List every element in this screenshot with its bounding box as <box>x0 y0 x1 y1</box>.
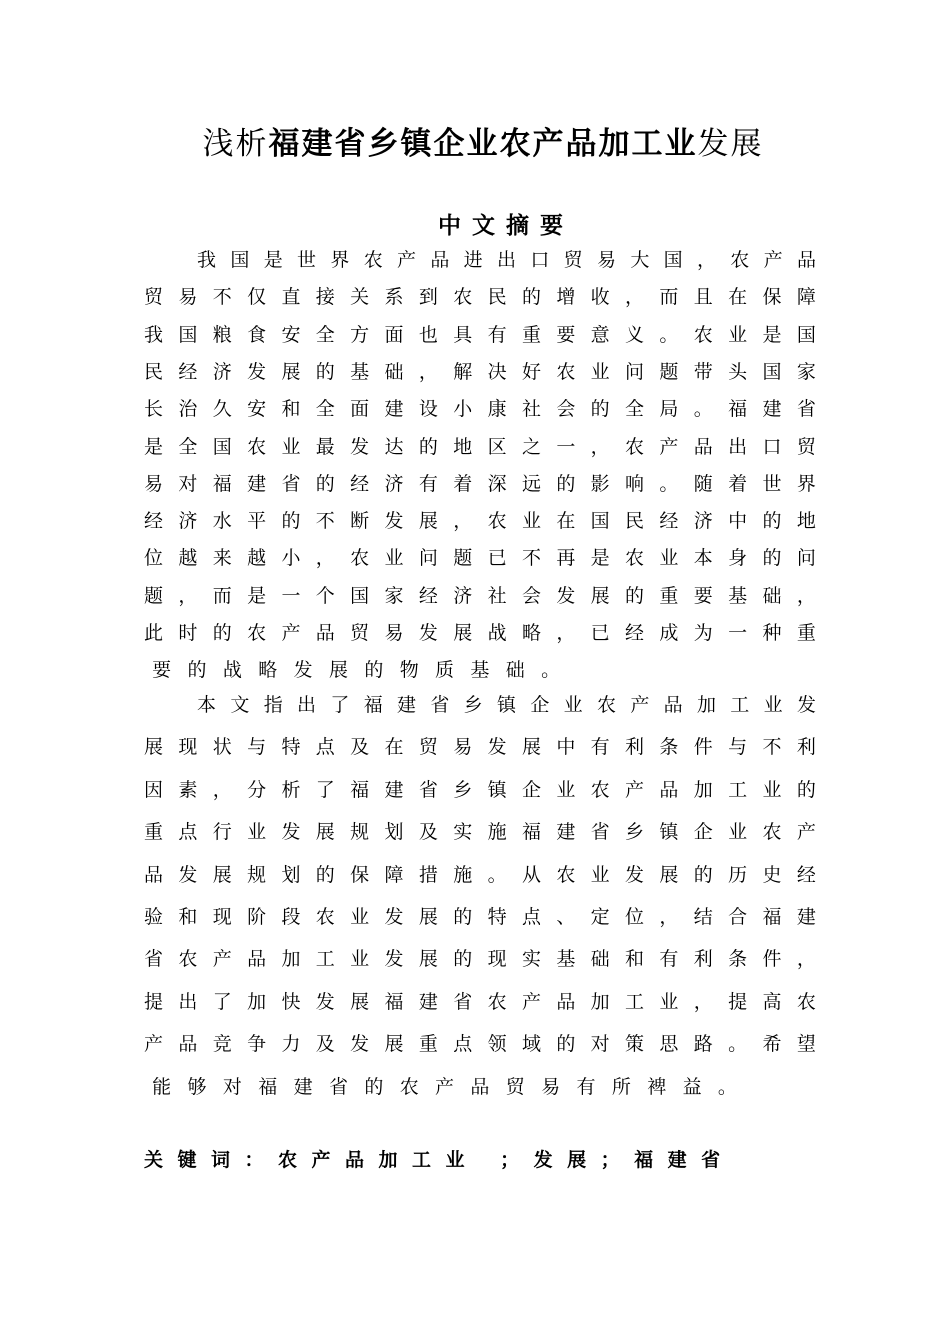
paragraph-line: 位 越 来 越 小 ， 农 业 问 题 已 不 再 是 农 业 本 身 的 问 <box>144 547 816 570</box>
paragraph-line: 我 国 粮 食 安 全 方 面 也 具 有 重 要 意 义 。 农 业 是 国 <box>144 323 816 346</box>
paragraph-line: 此 时 的 农 产 品 贸 易 发 展 战 略 ， 已 经 成 为 一 种 重 <box>144 622 816 644</box>
paragraph-line: 经 济 水 平 的 不 断 发 展 ， 农 业 在 国 民 经 济 中 的 地 <box>144 510 816 533</box>
paragraph-line: 品 发 展 规 划 的 保 障 措 施 。 从 农 业 发 展 的 历 史 经 <box>144 863 816 886</box>
paragraph-line: 验 和 现 阶 段 农 业 发 展 的 特 点 、 定 位 ， 结 合 福 建 <box>144 906 816 928</box>
paragraph-line: 长 治 久 安 和 全 面 建 设 小 康 社 会 的 全 局 。 福 建 省 <box>144 398 816 421</box>
paragraph-line: 易 对 福 建 省 的 经 济 有 着 深 远 的 影 响 。 随 着 世 界 <box>144 472 816 495</box>
paragraph-line: 民 经 济 发 展 的 基 础 ， 解 决 好 农 业 问 题 带 头 国 家 <box>144 360 816 383</box>
paragraph-line: 是 全 国 农 业 最 发 达 的 地 区 之 一 ， 农 产 品 出 口 贸 <box>144 435 816 458</box>
paragraph-line: 题 ， 而 是 一 个 国 家 经 济 社 会 发 展 的 重 要 基 础 ， <box>144 584 816 607</box>
paragraph-line: 提 出 了 加 快 发 展 福 建 省 农 产 品 加 工 业 ， 提 高 农 <box>144 990 816 1013</box>
paragraph-line: 我 国 是 世 界 农 产 品 进 出 口 贸 易 大 国 ， 农 产 品 <box>197 249 816 271</box>
title-suffix: 发展 <box>697 126 764 162</box>
paragraph-line: 能 够 对 福 建 省 的 农 产 品 贸 易 有 所 裨 益 。 <box>152 1075 737 1098</box>
paragraph-line: 产 品 竞 争 力 及 发 展 重 点 领 域 的 对 策 思 路 。 希 望 <box>144 1033 816 1056</box>
title-prefix: 浅析 <box>202 126 269 162</box>
paragraph-line: 省 农 产 品 加 工 业 发 展 的 现 实 基 础 和 有 利 条 件 ， <box>144 948 816 971</box>
paragraph-line: 因 素 ， 分 析 了 福 建 省 乡 镇 企 业 农 产 品 加 工 业 的 <box>144 778 816 801</box>
title-main: 福建省乡镇企业农产品加工业 <box>268 126 698 162</box>
abstract-heading: 中文摘要 <box>438 213 574 239</box>
paragraph-line: 贸 易 不 仅 直 接 关 系 到 农 民 的 增 收 ， 而 且 在 保 障 <box>144 286 816 309</box>
document-title <box>0 118 950 163</box>
paragraph-line: 本 文 指 出 了 福 建 省 乡 镇 企 业 农 产 品 加 工 业 发 <box>197 694 816 716</box>
paragraph-line: 要 的 战 略 发 展 的 物 质 基 础 。 <box>152 659 561 682</box>
paragraph-line: 重 点 行 业 发 展 规 划 及 实 施 福 建 省 乡 镇 企 业 农 产 <box>144 821 816 844</box>
keywords-line: 关键词：农产品加工业 ；发展；福建省 <box>144 1149 735 1171</box>
paragraph-line: 展 现 状 与 特 点 及 在 贸 易 发 展 中 有 利 条 件 与 不 利 <box>144 736 816 759</box>
